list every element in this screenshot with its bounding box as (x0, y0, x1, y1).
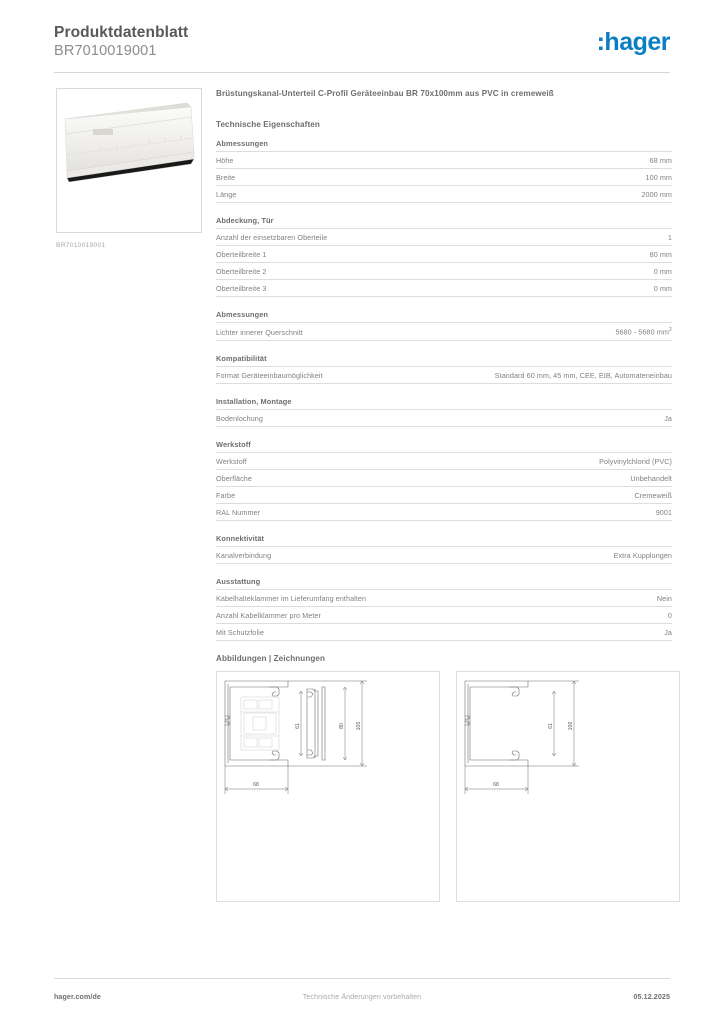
spec-group-title: Ausstattung (216, 577, 261, 587)
spec-row (216, 168, 672, 185)
spec-row (216, 547, 672, 564)
spec-value: Extra Kupplungen (613, 550, 672, 560)
spec-key: Kanalverbindung (216, 550, 272, 560)
spec-key: Oberfläche (216, 473, 252, 483)
main-content (216, 88, 672, 902)
spec-group-title: Werkstoff (216, 440, 251, 450)
page-header (54, 24, 670, 72)
spec-value: Standard 60 mm, 45 mm, CEE, EIB, Automateneinbau (494, 370, 672, 380)
spec-key: Höhe (216, 155, 234, 165)
product-figure (56, 88, 204, 249)
spec-key: Anzahl der einsetzbaren Oberteile (216, 232, 328, 242)
dim-label-total-height-right: 100 (568, 721, 574, 731)
spec-value: 1 (667, 232, 672, 242)
spec-group (216, 534, 672, 564)
drawings-row (216, 671, 672, 902)
spec-key: Anzahl Kabelklammer pro Meter (216, 610, 321, 620)
spec-group-title: Kompatibilität (216, 354, 267, 364)
spec-table (216, 366, 672, 384)
spec-value: Unbehandelt (630, 473, 672, 483)
spec-value: Ja (664, 627, 672, 637)
spec-key: Lichter innerer Querschnitt (216, 327, 303, 337)
drawing-cross-section-with-device-mount (216, 671, 440, 902)
spec-group (216, 310, 672, 341)
spec-row (216, 152, 672, 169)
spec-table (216, 409, 672, 427)
spec-key: Oberteilbreite 3 (216, 283, 267, 293)
footer-divider (54, 978, 670, 979)
spec-key: Länge (216, 189, 237, 199)
product-photo-icon (57, 89, 202, 233)
spec-row (216, 470, 672, 487)
spec-value: Ja (664, 413, 672, 423)
drawings-title: Abbildungen | Zeichnungen (216, 654, 326, 664)
spec-row (216, 607, 672, 624)
technical-drawing-left (217, 672, 439, 901)
dim-label-width-left: 68 (253, 782, 259, 789)
spec-group-title: Installation, Montage (216, 397, 292, 407)
spec-key: RAL Nummer (216, 507, 261, 517)
spec-row (216, 245, 672, 262)
spec-row (216, 262, 672, 279)
spec-value (480, 322, 672, 340)
spec-row (216, 410, 672, 427)
spec-group (216, 139, 672, 203)
spec-value: 68 mm (649, 155, 672, 165)
spec-key: Mit Schutzfolie (216, 627, 264, 637)
spec-value: Nein (656, 593, 672, 603)
page-title: Produktdatenblatt (54, 24, 189, 41)
dim-label-cover-height-left: 80 (339, 723, 345, 729)
spec-row (216, 322, 672, 340)
spec-key: Format Geräteeinbaumöglichkeit (216, 370, 323, 380)
spec-key: Bodenlochung (216, 413, 263, 423)
hager-logo: :hager (596, 28, 670, 56)
dim-label-width-right: 68 (493, 782, 499, 789)
spec-table (216, 151, 672, 203)
product-image-caption: BR7010019001 (56, 242, 106, 249)
spec-group (216, 397, 672, 427)
spec-key: Werkstoff (216, 456, 247, 466)
spec-row (216, 624, 672, 641)
dim-label-inner-height-right: 61 (548, 723, 554, 729)
header-divider (54, 72, 670, 73)
footer-disclaimer: Technische Änderungen vorbehalten (302, 993, 422, 1001)
spec-key: Kabelhalteklammer im Lieferumfang enthalten (216, 593, 367, 603)
spec-value: 0 mm (653, 283, 672, 293)
spec-group (216, 216, 672, 297)
spec-table (216, 452, 672, 521)
spec-value-text: 5680 - 5680 mm (615, 327, 669, 337)
spec-value: 100 mm (645, 172, 672, 182)
spec-row (216, 185, 672, 202)
dim-label-total-height-left: 100 (356, 721, 362, 731)
dim-label-inner-height-left: 61 (295, 723, 301, 729)
spec-key: Oberteilbreite 2 (216, 266, 267, 276)
spec-value: 0 mm (653, 266, 672, 276)
technical-properties-title: Technische Eigenschaften (216, 120, 320, 129)
page-footer (54, 993, 670, 1007)
spec-group-title: Abdeckung, Tür (216, 215, 274, 225)
spec-value: 80 mm (649, 249, 672, 259)
technical-drawing-right (457, 672, 679, 901)
spec-group-title: Abmessungen (216, 139, 269, 148)
spec-key: Oberteilbreite 1 (216, 249, 267, 259)
spec-group-title: Abmessungen (216, 309, 269, 319)
spec-row (216, 367, 672, 384)
spec-value: 0 (667, 610, 672, 620)
spec-row (216, 279, 672, 296)
spec-group-title: Konnektivität (216, 534, 265, 544)
spec-group (216, 440, 672, 521)
spec-row (216, 453, 672, 470)
specification-groups (216, 139, 672, 641)
product-reference: BR7010019001 (54, 43, 157, 59)
spec-key: Farbe (216, 490, 236, 500)
spec-table (216, 589, 672, 641)
footer-website[interactable]: hager.com/de (54, 993, 101, 1001)
spec-value: Cremeweiß (634, 490, 672, 500)
spec-value: Polyvinylchlorid (PVC) (599, 456, 672, 466)
product-description: Brüstungskanal-Unterteil C-Profil Geräteeinbau BR 70x100mm aus PVC in cremeweiß (216, 89, 554, 98)
spec-row (216, 487, 672, 504)
spec-table (216, 546, 672, 564)
spec-table (216, 322, 672, 341)
spec-group (216, 577, 672, 641)
footer-date: 05.12.2025 (633, 993, 670, 1001)
spec-row (216, 504, 672, 521)
spec-value: 2000 mm (641, 189, 672, 199)
spec-value-superscript: 2 (668, 327, 672, 334)
product-image-frame (56, 88, 202, 233)
spec-key: Breite (216, 172, 236, 182)
spec-table (216, 228, 672, 297)
spec-group (216, 354, 672, 384)
drawing-cross-section-empty-profile (456, 671, 680, 902)
spec-row (216, 590, 672, 607)
spec-row (216, 228, 672, 245)
spec-value: 9001 (655, 507, 672, 517)
